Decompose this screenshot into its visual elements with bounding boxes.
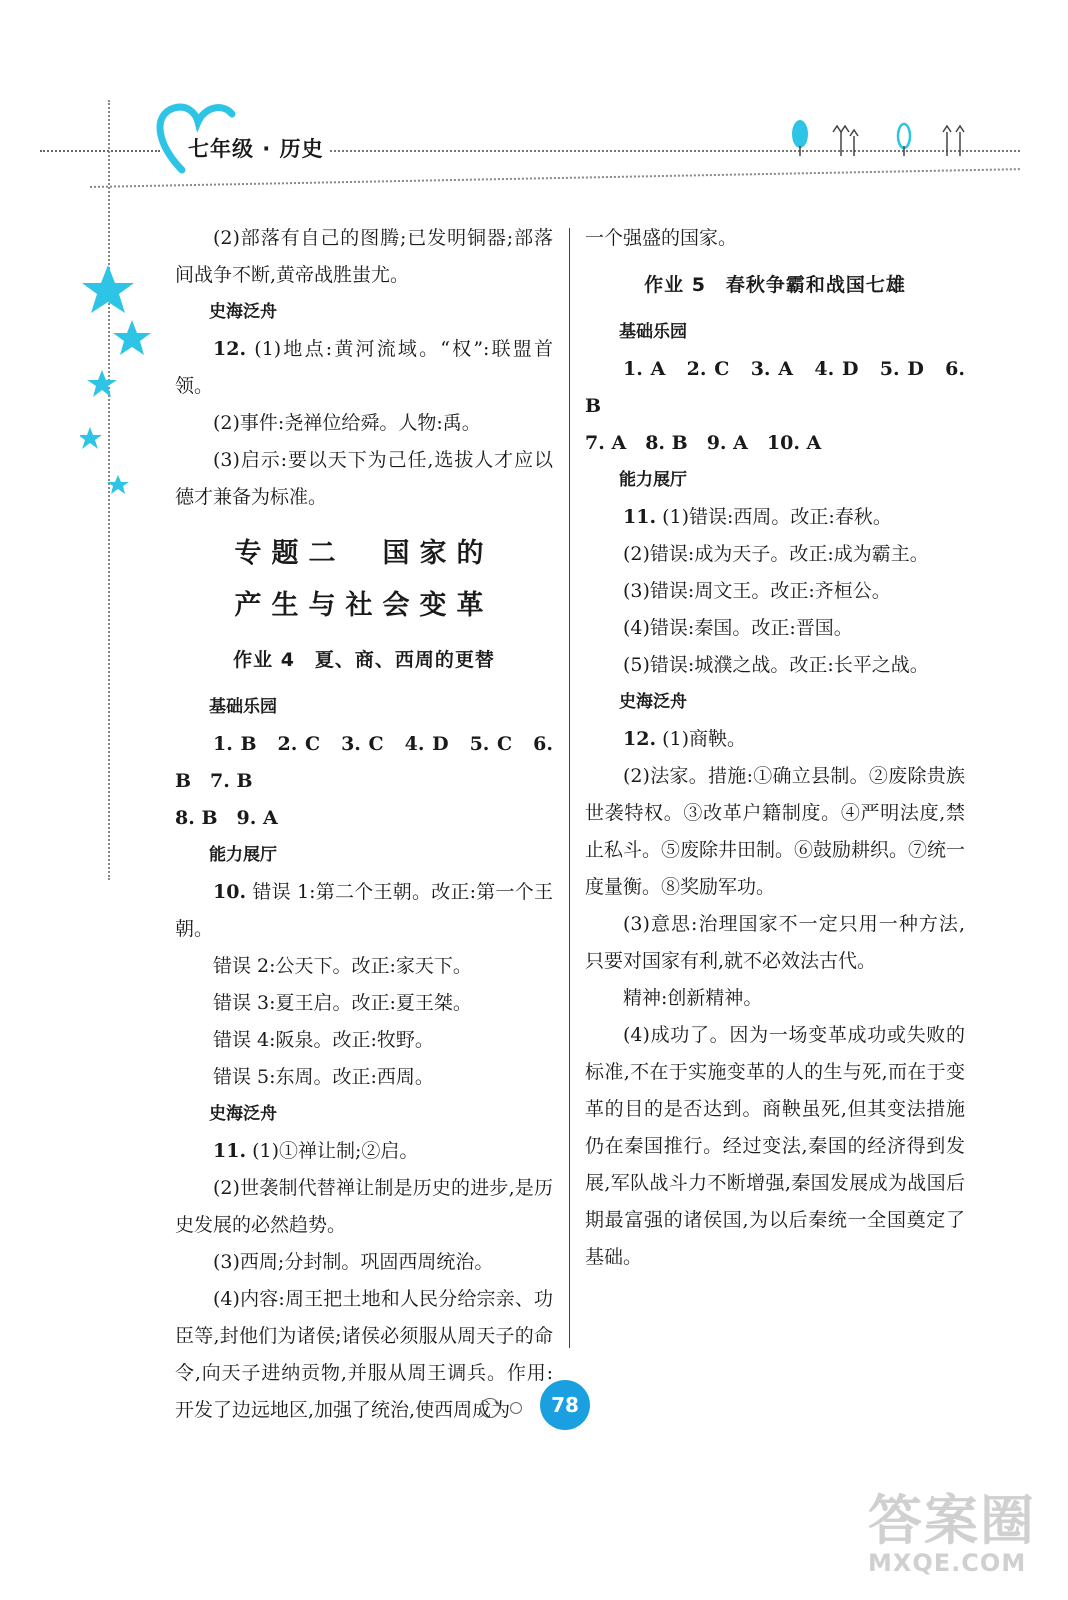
section-heading: 史海泛舟 bbox=[209, 302, 277, 322]
answer-row: 1. A 2. C 3. A 4. D 5. D 6. B bbox=[585, 358, 965, 417]
section-heading: 基础乐园 bbox=[209, 697, 277, 717]
answer-paragraph: 错误 5:东周。改正:西周。 bbox=[213, 1066, 434, 1088]
answer-paragraph: 错误 2:公天下。改正:家天下。 bbox=[213, 955, 472, 977]
answer-paragraph: (4)错误:秦国。改正:晋国。 bbox=[623, 617, 853, 639]
section-heading: 史海泛舟 bbox=[619, 692, 687, 712]
watermark-logo-text: 答案圈 bbox=[868, 1489, 1036, 1552]
answer-paragraph: (4)内容:周王把土地和人民分给宗亲、功臣等,封他们为诸侯;诸侯必须服从周天子的命令,向天子进纳贡物,并服从周王调兵。作用:开发了边远地区,加强了统治,使西周成为 bbox=[175, 1288, 553, 1421]
star-decoration-icon bbox=[80, 265, 160, 495]
answer-paragraph: 错误 3:夏王启。改正:夏王桀。 bbox=[213, 992, 472, 1014]
topic-title: 产生与社会变革 bbox=[234, 590, 494, 621]
answer-paragraph: (2)世袭制代替禅让制是历史的进步,是历史发展的必然趋势。 bbox=[175, 1177, 553, 1236]
left-column bbox=[175, 220, 553, 1429]
page-ring-icon bbox=[480, 1398, 500, 1418]
answer-paragraph: (2)错误:成为天子。改正:成为霸主。 bbox=[623, 543, 929, 565]
watermark-url: MXQE.COM bbox=[868, 1549, 1027, 1577]
answer-paragraph: 精神:创新精神。 bbox=[623, 987, 763, 1009]
answer-row: 7. A 8. B 9. A 10. A bbox=[585, 432, 822, 454]
answer-paragraph: 12. (1)商鞅。 bbox=[623, 728, 747, 750]
answer-paragraph: (3)启示:要以天下为己任,选拔人才应以德才兼备为标准。 bbox=[175, 449, 553, 508]
section-heading: 史海泛舟 bbox=[209, 1104, 277, 1124]
answer-paragraph: 11. (1)①禅让制;②启。 bbox=[213, 1140, 419, 1162]
section-heading: 能力展厅 bbox=[209, 845, 277, 865]
section-heading: 基础乐园 bbox=[619, 322, 687, 342]
watermark-logo bbox=[868, 1478, 1058, 1588]
column-divider bbox=[569, 228, 570, 1348]
answer-paragraph: (2)法家。措施:①确立县制。②废除贵族世袭特权。③改革户籍制度。④严明法度,禁止私斗。⑤废除井田制。⑥鼓励耕织。⑦统一度量衡。⑧奖励军功。 bbox=[585, 765, 966, 898]
answer-paragraph: 12. (1)地点:黄河流域。“权”:联盟首领。 bbox=[175, 338, 553, 397]
answer-paragraph: 一个强盛的国家。 bbox=[585, 227, 738, 249]
topic-title: 专题二 国家的 bbox=[234, 538, 494, 569]
answer-paragraph: (3)西周;分封制。巩固西周统治。 bbox=[213, 1251, 494, 1273]
page-ring-icon bbox=[510, 1402, 522, 1414]
flower-decoration-icon bbox=[788, 118, 978, 158]
answer-row: 8. B 9. A bbox=[175, 807, 278, 829]
header-dotted-line bbox=[40, 150, 160, 152]
answer-paragraph: (5)错误:城濮之战。改正:长平之战。 bbox=[623, 654, 929, 676]
header-title: 七年级 · 历史 bbox=[188, 137, 324, 161]
answer-paragraph: 10. 错误 1:第二个王朝。改正:第一个王朝。 bbox=[175, 881, 553, 940]
answer-paragraph: (2)部落有自己的图腾;已发明铜器;部落间战争不断,黄帝战胜蚩尤。 bbox=[175, 227, 553, 286]
answer-paragraph: (2)事件:尧禅位给舜。人物:禹。 bbox=[213, 412, 481, 434]
answer-paragraph: 11. (1)错误:西周。改正:春秋。 bbox=[623, 506, 892, 528]
answer-paragraph: (3)意思:治理国家不一定只用一种方法,只要对国家有利,就不必效法古代。 bbox=[585, 913, 965, 972]
answer-paragraph: (4)成功了。因为一场变革成功或失败的标准,不在于实施变革的人的生与死,而在于变革的目的是否达到。商鞅虽死,但其变法措施仍在秦国推行。经过变法,秦国的经济得到发展,军队战斗力不断增强,秦国发展成为战国后期最富强的诸侯国,为以后秦统一全国奠定了基础。 bbox=[585, 1024, 965, 1268]
section-heading: 能力展厅 bbox=[619, 470, 687, 490]
answer-paragraph: (3)错误:周文王。改正:齐桓公。 bbox=[623, 580, 891, 602]
homework-title: 作业 4 夏、商、西周的更替 bbox=[233, 649, 495, 671]
homework-title: 作业 5 春秋争霸和战国七雄 bbox=[644, 274, 906, 296]
page-number: 78 bbox=[540, 1380, 590, 1430]
answer-row: 1. B 2. C 3. C 4. D 5. C 6. B 7. B bbox=[175, 733, 553, 792]
right-column bbox=[585, 220, 965, 1276]
answer-paragraph: 错误 4:阪泉。改正:牧野。 bbox=[213, 1029, 434, 1051]
